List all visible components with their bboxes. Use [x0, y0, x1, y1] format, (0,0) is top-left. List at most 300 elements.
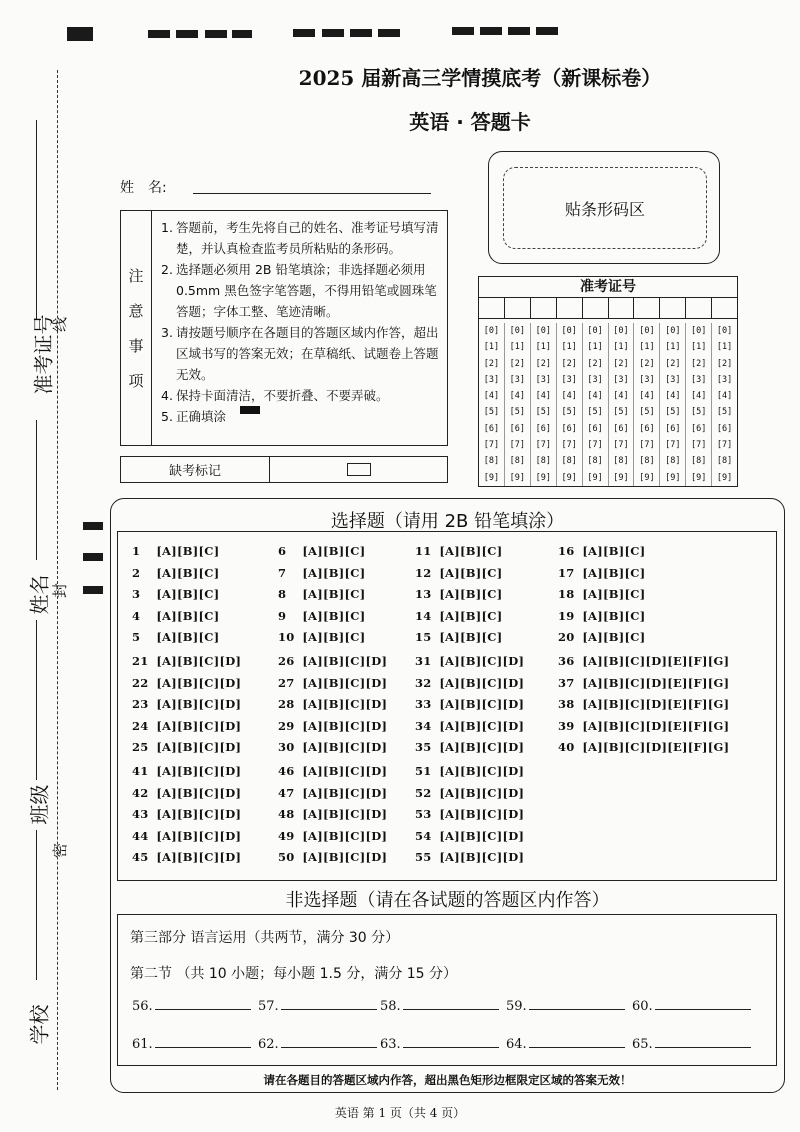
- blank-write-line[interactable]: [281, 1047, 377, 1048]
- exam-id-bubble[interactable]: [7]: [535, 440, 551, 451]
- mcq-question: [278, 566, 365, 580]
- exam-id-bubble[interactable]: [9]: [665, 472, 681, 483]
- exam-id-write-cell[interactable]: [712, 298, 737, 318]
- question-number: 18: [558, 587, 575, 601]
- question-number: 48: [278, 807, 295, 821]
- mcq-question: [132, 609, 219, 623]
- answer-options[interactable]: [A][B][C][D]: [156, 740, 242, 754]
- mcq-question: [558, 676, 729, 690]
- school-write-line: [36, 830, 37, 980]
- blank-write-line[interactable]: [529, 1047, 625, 1048]
- exam-id-bubble[interactable]: [1]: [535, 342, 551, 353]
- mcq-question: [558, 566, 645, 580]
- absent-mark-row: [120, 456, 448, 483]
- exam-id-bubble[interactable]: [6]: [509, 423, 526, 434]
- mcq-question: [278, 630, 365, 644]
- answer-options[interactable]: [A][B][C][D]: [439, 697, 525, 711]
- exam-id-bubble[interactable]: [8]: [665, 456, 681, 467]
- exam-id-digit-column: [609, 323, 635, 486]
- blank-write-line[interactable]: [403, 1047, 499, 1048]
- exam-id-bubble[interactable]: [5]: [561, 407, 577, 418]
- blank-number: 63.: [380, 1037, 401, 1052]
- exam-id-bubble[interactable]: [4]: [587, 391, 603, 402]
- answer-options[interactable]: [A][B][C][D]: [302, 697, 388, 711]
- absent-mark-label: 缺考标记: [121, 457, 270, 482]
- mcq-question: [558, 654, 729, 668]
- question-number: 12: [415, 565, 432, 580]
- exam-id-bubble[interactable]: [8]: [716, 456, 733, 467]
- exam-id-bubble[interactable]: [2]: [483, 358, 500, 369]
- timing-mark: [293, 29, 315, 37]
- exam-id-bubble[interactable]: [7]: [691, 440, 707, 451]
- question-number: 8: [278, 587, 287, 601]
- essay-subpart-heading: 第二节 （共 10 小题；每小题 1.5 分，满分 15 分）: [130, 966, 458, 982]
- answer-options[interactable]: [A][B][C][D][E][F][G]: [582, 654, 730, 668]
- answer-options[interactable]: [A][B][C][D]: [156, 785, 242, 800]
- name-write-line: [36, 420, 37, 560]
- mcq-question: [415, 807, 524, 821]
- exam-id-bubble[interactable]: [3]: [561, 374, 577, 385]
- timing-mark: [83, 522, 103, 530]
- exam-id-bubble[interactable]: [5]: [587, 407, 603, 418]
- mcq-question: [132, 786, 241, 800]
- exam-id-bubble[interactable]: [0]: [561, 326, 577, 336]
- exam-id-bubble[interactable]: [9]: [561, 472, 577, 483]
- mcq-box: [117, 531, 777, 881]
- mcq-question: [415, 829, 524, 843]
- exam-id-bubble[interactable]: [3]: [691, 374, 707, 385]
- exam-id-bubble[interactable]: [0]: [716, 326, 733, 336]
- exam-id-write-cell[interactable]: [609, 298, 635, 318]
- mcq-question: [415, 566, 502, 580]
- essay-section-title: 非选择题（请在各试题的答题区内作答）: [285, 890, 610, 911]
- exam-id-bubble[interactable]: [0]: [691, 326, 707, 336]
- answer-options[interactable]: [A][B][C][D]: [439, 675, 525, 690]
- exam-id-digit-column: [634, 323, 660, 486]
- mcq-question: [415, 850, 524, 864]
- exam-id-write-cell[interactable]: [479, 298, 505, 318]
- exam-id-bubble[interactable]: [0]: [665, 326, 681, 336]
- exam-id-bubble[interactable]: [2]: [691, 358, 707, 369]
- answer-options[interactable]: [A][B][C]: [156, 544, 220, 558]
- blank-number: 61.: [132, 1037, 153, 1052]
- answer-blank: [506, 999, 625, 1014]
- exam-id-bubble[interactable]: [1]: [691, 342, 707, 353]
- mcq-question: [558, 609, 645, 623]
- blank-write-line[interactable]: [655, 1009, 751, 1010]
- question-number: 52: [415, 785, 432, 800]
- exam-id-bubble[interactable]: [8]: [587, 456, 603, 467]
- mcq-question: [558, 630, 645, 644]
- exam-id-bubble[interactable]: [7]: [665, 440, 681, 451]
- question-number: 54: [415, 828, 432, 843]
- question-number: 4: [132, 608, 141, 623]
- answer-options[interactable]: [A][B][C][D]: [439, 654, 525, 668]
- exam-id-bubble[interactable]: [8]: [535, 456, 551, 467]
- timing-mark: [452, 27, 474, 35]
- blank-number: 62.: [258, 1037, 279, 1052]
- exam-id-bubble[interactable]: [7]: [509, 440, 526, 451]
- answer-options[interactable]: [A][B][C][D][E][F][G]: [582, 718, 730, 733]
- answer-options[interactable]: [A][B][C][D]: [439, 807, 525, 821]
- mcq-question: [415, 676, 524, 690]
- blank-number: 60.: [632, 999, 653, 1014]
- question-number: 35: [415, 740, 432, 754]
- barcode-area: [488, 151, 720, 264]
- question-number: 34: [415, 718, 432, 733]
- answer-options[interactable]: [A][B][C][D]: [439, 764, 525, 778]
- exam-id-bubble[interactable]: [5]: [691, 407, 707, 418]
- answer-options[interactable]: [A][B][C]: [582, 608, 646, 623]
- answer-options[interactable]: [A][B][C][D]: [302, 654, 388, 668]
- exam-id-bubble[interactable]: [4]: [691, 391, 707, 402]
- mcq-question: [132, 697, 241, 711]
- exam-id-write-cell[interactable]: [660, 298, 686, 318]
- side-label-line: 线: [51, 316, 70, 333]
- question-number: 9: [278, 608, 287, 623]
- answer-blank: [380, 999, 499, 1014]
- answer-options[interactable]: [A][B][C][D]: [302, 807, 388, 821]
- question-number: 16: [558, 544, 575, 558]
- answer-options[interactable]: [A][B][C][D]: [439, 850, 525, 864]
- answer-options[interactable]: [A][B][C][D]: [439, 718, 525, 733]
- question-number: 25: [132, 740, 149, 754]
- mcq-question: [558, 697, 729, 711]
- exam-id-bubble[interactable]: [4]: [535, 391, 551, 402]
- mcq-question: [415, 630, 502, 644]
- mcq-question: [132, 676, 241, 690]
- mcq-question: [132, 719, 241, 733]
- exam-id-bubble[interactable]: [3]: [716, 374, 733, 385]
- exam-id-bubble[interactable]: [4]: [665, 391, 681, 402]
- blank-number: 56.: [132, 999, 153, 1014]
- exam-id-bubble[interactable]: [2]: [561, 358, 577, 369]
- exam-id-bubble[interactable]: [7]: [483, 440, 500, 451]
- question-number: 31: [415, 654, 432, 668]
- question-number: 20: [558, 630, 575, 644]
- exam-id-bubble[interactable]: [6]: [483, 423, 500, 434]
- question-number: 29: [278, 718, 295, 733]
- mcq-question: [415, 697, 524, 711]
- answer-options[interactable]: [A][B][C][D]: [302, 675, 388, 690]
- answer-options[interactable]: [A][B][C][D]: [302, 740, 388, 754]
- blank-number: 59.: [506, 999, 527, 1014]
- exam-id-bubble[interactable]: [9]: [691, 472, 707, 483]
- blank-write-line[interactable]: [155, 1009, 251, 1010]
- answer-options[interactable]: [A][B][C][D]: [302, 718, 388, 733]
- answer-options[interactable]: [A][B][C][D]: [302, 764, 388, 778]
- exam-id-digit-column: [479, 323, 505, 486]
- exam-id-bubble[interactable]: [3]: [587, 374, 603, 385]
- question-number: 49: [278, 828, 295, 843]
- answer-blank: [506, 1037, 625, 1052]
- exam-id-bubble[interactable]: [9]: [587, 472, 603, 483]
- question-number: 32: [415, 675, 432, 690]
- question-number: 24: [132, 718, 149, 733]
- answer-options[interactable]: [A][B][C]: [582, 544, 646, 558]
- question-number: 13: [415, 587, 432, 601]
- mcq-question: [132, 740, 241, 754]
- question-number: 53: [415, 807, 432, 821]
- notice-heading: 注 意 事 项: [121, 211, 152, 445]
- notice-box: [120, 210, 448, 446]
- mcq-question: [415, 544, 502, 558]
- exam-id-bubble[interactable]: [5]: [535, 407, 551, 418]
- timing-mark: [508, 27, 530, 35]
- exam-id-bubble[interactable]: [3]: [639, 374, 655, 385]
- exam-id-bubble[interactable]: [2]: [613, 358, 629, 369]
- answer-options[interactable]: [A][B][C][D]: [302, 828, 388, 843]
- exam-id-bubble[interactable]: [1]: [509, 342, 526, 353]
- exam-id-bubble[interactable]: [0]: [613, 326, 629, 336]
- mcq-question: [558, 740, 729, 754]
- answer-options[interactable]: [A][B][C][D][E][F][G]: [582, 740, 730, 754]
- blank-number: 64.: [506, 1037, 527, 1052]
- exam-id-bubble[interactable]: [3]: [535, 374, 551, 385]
- exam-id-bubble[interactable]: [5]: [613, 407, 629, 418]
- blank-write-line[interactable]: [281, 1009, 377, 1010]
- exam-id-bubble[interactable]: [6]: [639, 423, 655, 434]
- exam-id-bubble[interactable]: [2]: [509, 358, 526, 369]
- question-number: 21: [132, 654, 149, 668]
- exam-id-bubble[interactable]: [9]: [483, 472, 500, 483]
- timing-mark: [322, 29, 344, 37]
- exam-id-bubble[interactable]: [8]: [613, 456, 629, 467]
- question-number: 37: [558, 675, 575, 690]
- answer-options[interactable]: [A][B][C]: [439, 630, 503, 644]
- question-number: 42: [132, 785, 149, 800]
- mcq-question: [132, 654, 241, 668]
- answer-options[interactable]: [A][B][C][D]: [156, 654, 242, 668]
- exam-id-write-cell[interactable]: [583, 298, 609, 318]
- answer-options[interactable]: [A][B][C][D]: [156, 828, 242, 843]
- exam-id-bubble[interactable]: [8]: [639, 456, 655, 467]
- exam-id-digit-column: [686, 323, 712, 486]
- exam-id-bubble[interactable]: [4]: [613, 391, 629, 402]
- exam-id-bubble[interactable]: [1]: [561, 342, 577, 353]
- exam-id-bubble[interactable]: [6]: [561, 423, 577, 434]
- name-input-line[interactable]: [193, 193, 431, 194]
- exam-id-bubble[interactable]: [0]: [509, 326, 526, 336]
- exam-id-bubble[interactable]: [4]: [561, 391, 577, 402]
- exam-id-bubble[interactable]: [0]: [639, 326, 655, 336]
- exam-id-digit-column: [505, 323, 531, 486]
- exam-id-bubble[interactable]: [5]: [716, 407, 733, 418]
- mcq-question: [132, 566, 219, 580]
- exam-id-write-cell[interactable]: [531, 298, 557, 318]
- exam-id-write-cell[interactable]: [557, 298, 583, 318]
- mcq-section-title: 选择题（请用 2B 铅笔填涂）: [330, 511, 565, 532]
- answer-options[interactable]: [A][B][C][D]: [156, 764, 242, 778]
- answer-options[interactable]: [A][B][C]: [302, 630, 366, 644]
- answer-options[interactable]: [A][B][C]: [439, 544, 503, 558]
- exam-id-write-cell[interactable]: [634, 298, 660, 318]
- answer-options[interactable]: [A][B][C]: [156, 565, 220, 580]
- exam-id-bubble[interactable]: [6]: [613, 423, 629, 434]
- blank-write-line[interactable]: [529, 1009, 625, 1010]
- exam-id-bubble[interactable]: [7]: [587, 440, 603, 451]
- exam-id-bubble[interactable]: [0]: [535, 326, 551, 336]
- question-number: 33: [415, 697, 432, 711]
- answer-options[interactable]: [A][B][C]: [439, 587, 503, 601]
- exam-id-bubble[interactable]: [3]: [483, 374, 500, 385]
- exam-id-bubble[interactable]: [4]: [639, 391, 655, 402]
- exam-id-bubble[interactable]: [9]: [639, 472, 655, 483]
- mcq-question: [132, 630, 219, 644]
- question-number: 19: [558, 608, 575, 623]
- exam-id-bubble[interactable]: [8]: [483, 456, 500, 467]
- answer-options[interactable]: [A][B][C]: [302, 544, 366, 558]
- side-label-name: 姓名: [27, 574, 52, 615]
- exam-id-bubble[interactable]: [7]: [639, 440, 655, 451]
- question-number: 41: [132, 764, 149, 778]
- exam-id-bubble[interactable]: [2]: [535, 358, 551, 369]
- exam-id-bubble[interactable]: [1]: [716, 342, 733, 353]
- timing-mark: [536, 27, 558, 35]
- exam-id-write-cell[interactable]: [505, 298, 531, 318]
- question-number: 2: [132, 565, 141, 580]
- question-number: 7: [278, 565, 287, 580]
- question-number: 43: [132, 807, 149, 821]
- exam-id-bubble[interactable]: [0]: [483, 326, 500, 336]
- answer-options[interactable]: [A][B][C][D][E][F][G]: [582, 675, 730, 690]
- exam-id-bubble[interactable]: [5]: [639, 407, 655, 418]
- blank-write-line[interactable]: [655, 1047, 751, 1048]
- exam-id-bubble[interactable]: [8]: [509, 456, 526, 467]
- answer-options[interactable]: [A][B][C][D]: [156, 697, 242, 711]
- question-number: 23: [132, 697, 149, 711]
- timing-mark: [205, 30, 227, 38]
- mcq-question: [278, 719, 387, 733]
- mcq-question: [278, 829, 387, 843]
- exam-id-bubble[interactable]: [4]: [509, 391, 526, 402]
- question-number: 28: [278, 697, 295, 711]
- exam-id-bubble[interactable]: [9]: [716, 472, 733, 483]
- exam-id-bubble[interactable]: [7]: [716, 440, 733, 451]
- answer-options[interactable]: [A][B][C]: [156, 587, 220, 601]
- answer-options[interactable]: [A][B][C]: [302, 587, 366, 601]
- answer-options[interactable]: [A][B][C]: [156, 630, 220, 644]
- answer-options[interactable]: [A][B][C][D]: [156, 807, 242, 821]
- exam-id-digit-column: [660, 323, 686, 486]
- answer-options[interactable]: [A][B][C]: [582, 630, 646, 644]
- exam-id-bubble[interactable]: [6]: [716, 423, 733, 434]
- exam-id-bubble[interactable]: [2]: [665, 358, 681, 369]
- blank-number: 57.: [258, 999, 279, 1014]
- answer-options[interactable]: [A][B][C][D]: [439, 828, 525, 843]
- answer-options[interactable]: [A][B][C][D]: [439, 740, 525, 754]
- exam-id-bubble[interactable]: [0]: [587, 326, 603, 336]
- timing-mark: [67, 27, 93, 41]
- exam-id-bubble[interactable]: [1]: [613, 342, 629, 353]
- absent-mark-box[interactable]: [347, 463, 371, 476]
- blank-write-line[interactable]: [155, 1047, 251, 1048]
- timing-mark: [83, 553, 103, 561]
- exam-id-bubble[interactable]: [5]: [509, 407, 526, 418]
- blank-number: 65.: [632, 1037, 653, 1052]
- mcq-question: [278, 544, 365, 558]
- answer-options[interactable]: [A][B][C][D][E][F][G]: [582, 697, 730, 711]
- answer-options[interactable]: [A][B][C]: [439, 608, 503, 623]
- exam-id-bubble[interactable]: [4]: [483, 391, 500, 402]
- mcq-question: [558, 544, 645, 558]
- answer-options[interactable]: [A][B][C]: [439, 565, 503, 580]
- exam-id-bubble[interactable]: [3]: [613, 374, 629, 385]
- exam-id-bubble[interactable]: [7]: [613, 440, 629, 451]
- blank-number: 58.: [380, 999, 401, 1014]
- exam-id-bubble[interactable]: [6]: [691, 423, 707, 434]
- exam-id-bubble[interactable]: [1]: [483, 342, 500, 353]
- exam-id-bubble[interactable]: [6]: [587, 423, 603, 434]
- answer-blank: [380, 1037, 499, 1052]
- exam-id-bubble[interactable]: [1]: [665, 342, 681, 353]
- timing-mark: [232, 30, 252, 38]
- exam-id-bubble[interactable]: [2]: [716, 358, 733, 369]
- answer-blank: [258, 1037, 377, 1052]
- answer-options[interactable]: [A][B][C][D]: [156, 675, 242, 690]
- exam-id-bubble[interactable]: [8]: [561, 456, 577, 467]
- notice-item: 5. 正确填涂: [161, 406, 441, 427]
- exam-id-bubble[interactable]: [6]: [535, 423, 551, 434]
- exam-id-bubble[interactable]: [8]: [691, 456, 707, 467]
- question-number: 38: [558, 697, 575, 711]
- answer-options[interactable]: [A][B][C][D]: [156, 718, 242, 733]
- question-number: 26: [278, 654, 295, 668]
- class-write-line: [36, 620, 37, 780]
- answer-blank: [632, 999, 751, 1014]
- exam-id-bubble[interactable]: [9]: [509, 472, 526, 483]
- answer-options[interactable]: [A][B][C]: [156, 608, 220, 623]
- exam-id-bubble[interactable]: [2]: [587, 358, 603, 369]
- mcq-question: [558, 587, 645, 601]
- exam-id-bubble[interactable]: [7]: [561, 440, 577, 451]
- question-number: 5: [132, 630, 141, 644]
- exam-id-bubble[interactable]: [6]: [665, 423, 681, 434]
- exam-id-bubble[interactable]: [5]: [665, 407, 681, 418]
- timing-mark: [480, 27, 502, 35]
- exam-id-write-cells[interactable]: [479, 298, 737, 319]
- answer-options[interactable]: [A][B][C][D]: [302, 785, 388, 800]
- answer-options[interactable]: [A][B][C]: [582, 587, 646, 601]
- answer-options[interactable]: [A][B][C][D]: [439, 785, 525, 800]
- answer-options[interactable]: [A][B][C]: [302, 608, 366, 623]
- timing-mark: [350, 29, 372, 37]
- question-number: 14: [415, 608, 432, 623]
- exam-id-bubble[interactable]: [9]: [535, 472, 551, 483]
- mcq-question: [278, 697, 387, 711]
- answer-options[interactable]: [A][B][C][D]: [302, 850, 388, 864]
- exam-id-bubble[interactable]: [1]: [639, 342, 655, 353]
- exam-id-bubble[interactable]: [5]: [483, 407, 500, 418]
- exam-id-bubble[interactable]: [4]: [716, 391, 733, 402]
- blank-write-line[interactable]: [403, 1009, 499, 1010]
- exam-id-bubble[interactable]: [3]: [665, 374, 681, 385]
- exam-id-write-cell[interactable]: [686, 298, 712, 318]
- answer-options[interactable]: [A][B][C][D]: [156, 850, 242, 864]
- answer-blank: [258, 999, 377, 1014]
- name-label: 姓 名:: [120, 180, 167, 196]
- correct-fill-sample: [240, 406, 260, 414]
- exam-id-bubble[interactable]: [9]: [613, 472, 629, 483]
- answer-options[interactable]: [A][B][C]: [582, 565, 646, 580]
- mcq-question: [415, 587, 502, 601]
- exam-id-bubble[interactable]: [3]: [509, 374, 526, 385]
- exam-id-bubble[interactable]: [2]: [639, 358, 655, 369]
- side-label-secret: 密: [51, 842, 70, 859]
- exam-id-bubble[interactable]: [1]: [587, 342, 603, 353]
- answer-options[interactable]: [A][B][C]: [302, 565, 366, 580]
- timing-mark: [148, 30, 170, 38]
